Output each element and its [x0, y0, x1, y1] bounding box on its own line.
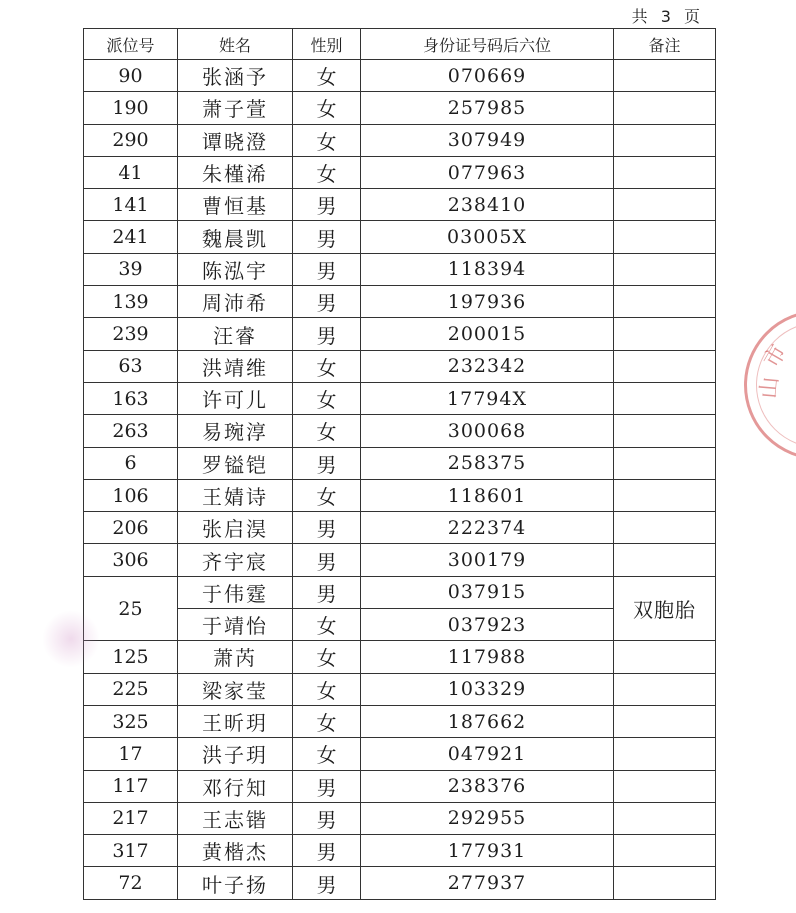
seat-number-cell: 41: [84, 156, 178, 188]
id-last-six-cell: 232342: [361, 350, 614, 382]
remarks-cell: [614, 447, 716, 479]
student-name-cell: 邓行知: [178, 770, 293, 802]
table-row: [84, 124, 716, 156]
remarks-cell: [614, 124, 716, 156]
student-name-cell: 易琬淳: [178, 415, 293, 447]
seat-number-cell: 90: [84, 60, 178, 92]
gender-cell: 男: [293, 318, 361, 350]
table-row: [84, 479, 716, 511]
gender-cell: 女: [293, 609, 361, 641]
seat-number-cell: 106: [84, 479, 178, 511]
header-name: 姓名: [178, 29, 293, 60]
id-last-six-cell: 187662: [361, 705, 614, 737]
remarks-cell: [614, 92, 716, 124]
id-last-six-cell: 117988: [361, 641, 614, 673]
gender-cell: 女: [293, 641, 361, 673]
student-name-cell: 梁家莹: [178, 673, 293, 705]
table-row: [84, 156, 716, 188]
student-name-cell: 曹恒基: [178, 189, 293, 221]
remarks-cell: [614, 738, 716, 770]
table-row: [84, 286, 716, 318]
gender-cell: 男: [293, 835, 361, 867]
student-name-cell: 王志锴: [178, 802, 293, 834]
remarks-cell: [614, 382, 716, 414]
header-seat-number: 派位号: [84, 29, 178, 60]
table-row: [84, 350, 716, 382]
gender-cell: 女: [293, 705, 361, 737]
table-row: [84, 189, 716, 221]
id-last-six-cell: 17794X: [361, 382, 614, 414]
remarks-cell: [614, 221, 716, 253]
seat-number-cell: 17: [84, 738, 178, 770]
student-name-cell: 汪睿: [178, 318, 293, 350]
remarks-cell: [614, 835, 716, 867]
table-row: [84, 673, 716, 705]
gender-cell: 男: [293, 189, 361, 221]
remarks-cell: [614, 286, 716, 318]
seat-number-cell: 125: [84, 641, 178, 673]
seat-number-cell: 325: [84, 705, 178, 737]
seal-char: 市: [759, 340, 793, 373]
gender-cell: 女: [293, 156, 361, 188]
gender-cell: 女: [293, 415, 361, 447]
table-row: [84, 770, 716, 802]
gender-cell: 女: [293, 350, 361, 382]
student-name-cell: 王昕玥: [178, 705, 293, 737]
student-name-cell: 王婧诗: [178, 479, 293, 511]
seal-char: 山: [756, 375, 784, 400]
seat-number-cell: 163: [84, 382, 178, 414]
remarks-cell: [614, 156, 716, 188]
id-last-six-cell: 307949: [361, 124, 614, 156]
remarks-cell: [614, 512, 716, 544]
gender-cell: 男: [293, 770, 361, 802]
id-last-six-cell: 118394: [361, 253, 614, 285]
id-last-six-cell: 077963: [361, 156, 614, 188]
student-name-cell: 许可儿: [178, 382, 293, 414]
table-row: [84, 544, 716, 576]
id-last-six-cell: 103329: [361, 673, 614, 705]
student-name-cell: 黄楷杰: [178, 835, 293, 867]
seat-number-cell: 39: [84, 253, 178, 285]
gender-cell: 男: [293, 286, 361, 318]
table-row: [84, 705, 716, 737]
seat-number-cell: 63: [84, 350, 178, 382]
student-name-cell: 齐宇宸: [178, 544, 293, 576]
remarks-cell: [614, 673, 716, 705]
seat-number-cell: 241: [84, 221, 178, 253]
student-name-cell: 周沛希: [178, 286, 293, 318]
id-last-six-cell: 238410: [361, 189, 614, 221]
remarks-cell: [614, 641, 716, 673]
id-last-six-cell: 238376: [361, 770, 614, 802]
seat-number-cell: 25: [84, 576, 178, 641]
lottery-result-table: [83, 28, 716, 900]
student-name-cell: 陈泓宇: [178, 253, 293, 285]
table-row: [84, 415, 716, 447]
student-name-cell: 张启淏: [178, 512, 293, 544]
seat-number-cell: 317: [84, 835, 178, 867]
gender-cell: 女: [293, 92, 361, 124]
gender-cell: 男: [293, 447, 361, 479]
student-name-cell: 谭晓澄: [178, 124, 293, 156]
remarks-cell: [614, 415, 716, 447]
id-last-six-cell: 200015: [361, 318, 614, 350]
gender-cell: 男: [293, 867, 361, 899]
id-last-six-cell: 222374: [361, 512, 614, 544]
remarks-cell: [614, 802, 716, 834]
remarks-cell: 双胞胎: [614, 576, 716, 641]
student-name-cell: 于靖怡: [178, 609, 293, 641]
gender-cell: 女: [293, 738, 361, 770]
remarks-cell: [614, 544, 716, 576]
student-name-cell: 叶子扬: [178, 867, 293, 899]
seat-number-cell: 306: [84, 544, 178, 576]
seat-number-cell: 239: [84, 318, 178, 350]
student-name-cell: 朱槿浠: [178, 156, 293, 188]
gender-cell: 女: [293, 673, 361, 705]
id-last-six-cell: 197936: [361, 286, 614, 318]
gender-cell: 男: [293, 544, 361, 576]
student-name-cell: 萧芮: [178, 641, 293, 673]
table-body: [84, 60, 716, 900]
gender-cell: 男: [293, 576, 361, 608]
student-name-cell: 萧子萱: [178, 92, 293, 124]
table-row: [84, 802, 716, 834]
id-last-six-cell: 118601: [361, 479, 614, 511]
table-row: [84, 867, 716, 899]
seat-number-cell: 190: [84, 92, 178, 124]
seat-number-cell: 225: [84, 673, 178, 705]
id-last-six-cell: 047921: [361, 738, 614, 770]
student-name-cell: 张涵予: [178, 60, 293, 92]
table-row: [84, 576, 716, 608]
table-row: [84, 60, 716, 92]
seat-number-cell: 206: [84, 512, 178, 544]
gender-cell: 男: [293, 802, 361, 834]
header-remarks: 备注: [614, 29, 716, 60]
table-row: [84, 738, 716, 770]
gender-cell: 女: [293, 382, 361, 414]
seat-number-cell: 139: [84, 286, 178, 318]
remarks-cell: [614, 705, 716, 737]
remarks-cell: [614, 770, 716, 802]
gender-cell: 男: [293, 221, 361, 253]
table-row: [84, 641, 716, 673]
seat-number-cell: 6: [84, 447, 178, 479]
remarks-cell: [614, 318, 716, 350]
table-row: [84, 92, 716, 124]
student-name-cell: 洪靖维: [178, 350, 293, 382]
header-id-last-six: 身份证号码后六位: [361, 29, 614, 60]
gender-cell: 男: [293, 253, 361, 285]
gender-cell: 女: [293, 60, 361, 92]
id-last-six-cell: 070669: [361, 60, 614, 92]
seat-number-cell: 217: [84, 802, 178, 834]
ink-smudge: [42, 610, 100, 668]
id-last-six-cell: 292955: [361, 802, 614, 834]
id-last-six-cell: 300179: [361, 544, 614, 576]
student-name-cell: 于伟霆: [178, 576, 293, 608]
table-row: [84, 512, 716, 544]
page-count: 共 3 页: [631, 7, 704, 26]
table-row: [84, 447, 716, 479]
id-last-six-cell: 037915: [361, 576, 614, 608]
table-row: [84, 221, 716, 253]
id-last-six-cell: 277937: [361, 867, 614, 899]
seat-number-cell: 141: [84, 189, 178, 221]
table-header-row: [84, 29, 716, 60]
seat-number-cell: 290: [84, 124, 178, 156]
gender-cell: 男: [293, 512, 361, 544]
remarks-cell: [614, 350, 716, 382]
id-last-six-cell: 03005X: [361, 221, 614, 253]
id-last-six-cell: 300068: [361, 415, 614, 447]
remarks-cell: [614, 867, 716, 899]
table-row: [84, 253, 716, 285]
id-last-six-cell: 177931: [361, 835, 614, 867]
seat-number-cell: 263: [84, 415, 178, 447]
remarks-cell: [614, 60, 716, 92]
student-name-cell: 洪子玥: [178, 738, 293, 770]
student-name-cell: 魏晨凯: [178, 221, 293, 253]
seat-number-cell: 117: [84, 770, 178, 802]
gender-cell: 女: [293, 479, 361, 511]
remarks-cell: [614, 189, 716, 221]
remarks-cell: [614, 479, 716, 511]
table-row: [84, 835, 716, 867]
student-name-cell: 罗镒铠: [178, 447, 293, 479]
id-last-six-cell: 257985: [361, 92, 614, 124]
id-last-six-cell: 258375: [361, 447, 614, 479]
id-last-six-cell: 037923: [361, 609, 614, 641]
table-row: [84, 318, 716, 350]
header-gender: 性别: [293, 29, 361, 60]
gender-cell: 女: [293, 124, 361, 156]
seat-number-cell: 72: [84, 867, 178, 899]
remarks-cell: [614, 253, 716, 285]
table-row: [84, 382, 716, 414]
